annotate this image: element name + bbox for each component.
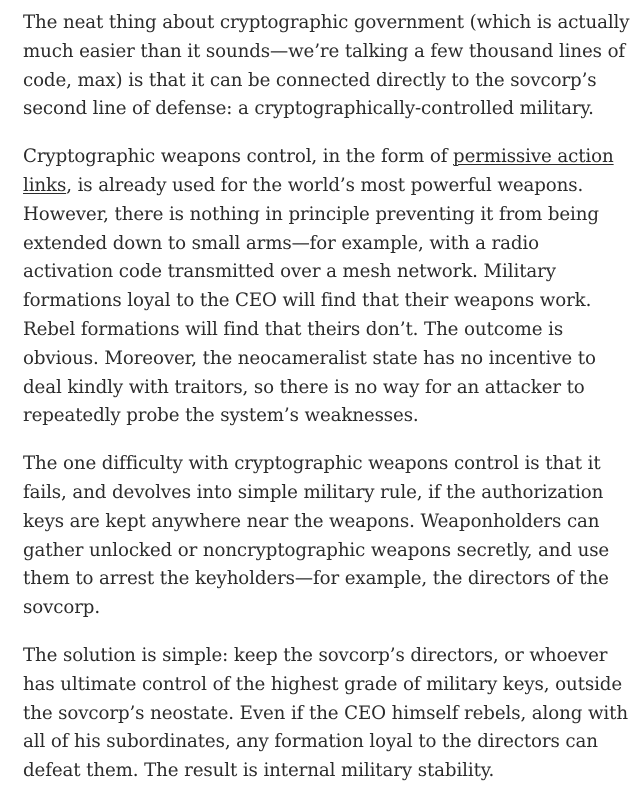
paragraph-2-text-after-link: , is already used for the world’s most powerful weapons. However, there is nothing in principle preventing it from being extended down to small arms—for example, with a radio activation code transmitted over a mesh network. Military formations loyal to the CEO will find that their weapons work. Rebel formations will find that theirs don’t. The outcome is obvious. Moreover, the neocameralist state has no incentive to deal kindly with traitors, so there is no way for an attacker to repeatedly probe the system’s weaknesses. bbox=[23, 174, 599, 427]
permissive-action-links-link[interactable]: permissive action links bbox=[23, 146, 614, 196]
paragraph-2 bbox=[23, 143, 634, 431]
paragraph-3: The one difficulty with cryptographic weapons control is that it fails, and devolves into simple military rule, if the authorization keys are kept anywhere near the weapons. Weaponholders can gather unlocked or noncryptographic weapons secretly, and use them to arrest the keyholders—for example, the directors of the sovcorp. bbox=[23, 453, 610, 619]
paragraph-1: The neat thing about cryptographic government (which is actually much easier than it sounds—we’re talking a few thousand lines of code, max) is that it can be connected directly to the sovcorp’s second line of defense: a cryptographically-controlled military. bbox=[23, 12, 630, 120]
paragraph-2-text-before-link: Cryptographic weapons control, in the form of bbox=[23, 146, 454, 168]
paragraph-4: The solution is simple: keep the sovcorp’s directors, or whoever has ultimate control of the highest grade of military keys, outside the sovcorp’s neostate. Even if the CEO himself rebels, along with all of his subordinates, any formation loyal to the directors can defeat them. The result is internal military stability. bbox=[23, 644, 628, 782]
